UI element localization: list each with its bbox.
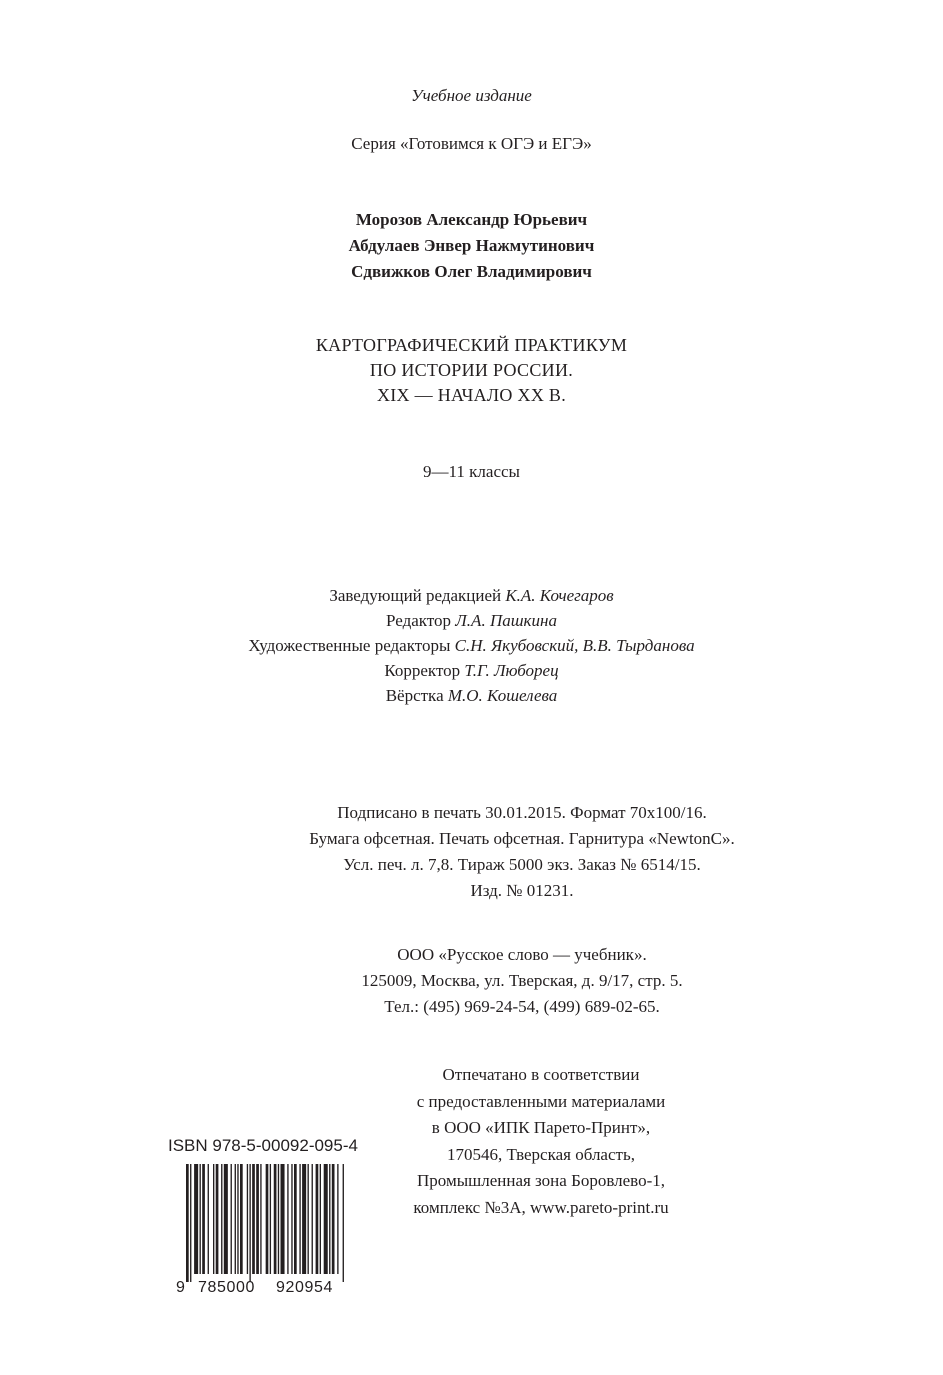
credit-role: Художественные редакторы [248,636,451,655]
barcode-bar [320,1164,321,1274]
barcode-bar [324,1164,328,1274]
barcode-digits-right: 920954 [276,1279,333,1294]
credit-person: К.А. Кочегаров [505,586,614,605]
author-1: Морозов Александр Юрьевич [355,210,588,229]
credit-line [0,609,943,633]
barcode-bar [287,1164,288,1274]
barcode-bar [213,1164,214,1274]
edition-type: Учебное издание [411,86,532,105]
barcode-bar [332,1164,335,1274]
barcode-bar [235,1164,236,1274]
barcode-bar [291,1164,292,1274]
barcode-digit-lead: 9 [176,1279,185,1294]
barcode-bar [231,1164,232,1274]
author-3: Сдвижков Олег Владимирович [351,262,592,281]
credit-person: Л.А. Пашкина [455,611,557,630]
barcode-bar [208,1164,209,1274]
barcode-bar [186,1164,189,1282]
barcode-bar [252,1164,255,1274]
publisher-line: 125009, Москва, ул. Тверская, д. 9/17, стр. 5. [361,971,683,990]
barcode-bar [266,1164,269,1274]
barcode-bar [329,1164,330,1274]
print-info-line: Бумага офсетная. Печать офсетная. Гарнитура «NewtonC». [309,829,735,848]
credit-person: Т.Г. Люборец [464,661,559,680]
barcode-bar [281,1164,285,1274]
barcode-bar [247,1164,248,1274]
publisher-info [272,942,772,1020]
credit-line [0,659,943,683]
credit-line [0,634,943,658]
barcode-bar [274,1164,277,1274]
book-title-line-3: XIX — НАЧАЛО XX В. [376,385,567,405]
printer-line: 170546, Тверская область, [447,1144,635,1164]
barcode-bar [216,1164,219,1274]
barcode-bar [237,1164,238,1274]
credit-role: Редактор [386,611,452,630]
credit-person: С.Н. Якубовский, В.В. Тырданова [454,636,695,655]
barcode-bar [249,1164,250,1282]
print-info-line: Изд. № 01231. [470,881,574,900]
barcode-bar [240,1164,243,1274]
credit-role: Заведующий редакцией [329,586,502,605]
barcode-bar [200,1164,201,1274]
credit-role: Вёрстка [385,686,444,705]
barcode-bar [337,1164,338,1274]
barcode-bar [302,1164,306,1274]
barcode-bar [221,1164,222,1274]
print-info-line: Усл. печ. л. 7,8. Тираж 5000 экз. Заказ № 6514/15. [343,855,701,874]
author-2: Абдулаев Энвер Нажмутинович [348,236,595,255]
printer-line: Промышленная зона Боровлево-1, [417,1171,665,1190]
barcode-bar [260,1164,261,1274]
book-title-line-2: ПО ИСТОРИИ РОССИИ. [369,360,574,380]
printer-line: с предоставленными материалами [416,1091,666,1111]
credit-line [0,584,943,608]
barcode-bar [308,1164,309,1274]
credit-line [0,684,943,708]
publisher-line: ООО «Русское слово — учебник». [397,945,647,964]
barcode-digits-left: 785000 [198,1279,255,1294]
barcode-bar [194,1164,198,1274]
printer-line: комплекс №3А, www.pareto-print.ru [413,1197,669,1217]
printer-line: в ООО «ИПК Парето-Принт», [431,1118,651,1137]
grades: 9—11 классы [423,462,520,481]
barcode-bar [299,1164,300,1274]
barcode-bar [224,1164,228,1274]
barcode-bar [270,1164,271,1274]
barcode-bars [186,1164,344,1282]
barcode-bar [312,1164,313,1274]
barcode-bar [294,1164,297,1274]
series-line: Серия «Готовимся к ОГЭ и ЕГЭ» [351,134,592,153]
barcode-bar [190,1164,191,1282]
isbn-label: ISBN 978-5-00092-095-4 [168,1136,358,1155]
barcode-bar [278,1164,279,1274]
barcode-bar [202,1164,205,1274]
barcode-bar [256,1164,259,1274]
barcode-bar [343,1164,344,1282]
isbn-barcode [176,1164,366,1294]
credit-person: М.О. Кошелева [447,686,558,705]
print-info [272,800,772,904]
printer-line: Отпечатано в соответствии [442,1065,640,1084]
book-title-line-1: КАРТОГРАФИЧЕСКИЙ ПРАКТИКУМ [315,335,628,355]
credit-role: Корректор [384,661,461,680]
printer-info [366,1062,716,1221]
print-info-line: Подписано в печать 30.01.2015. Формат 70x100/16. [337,803,707,822]
barcode-bar [316,1164,319,1274]
publisher-line: Тел.: (495) 969-24-54, (499) 689-02-65. [384,997,660,1016]
